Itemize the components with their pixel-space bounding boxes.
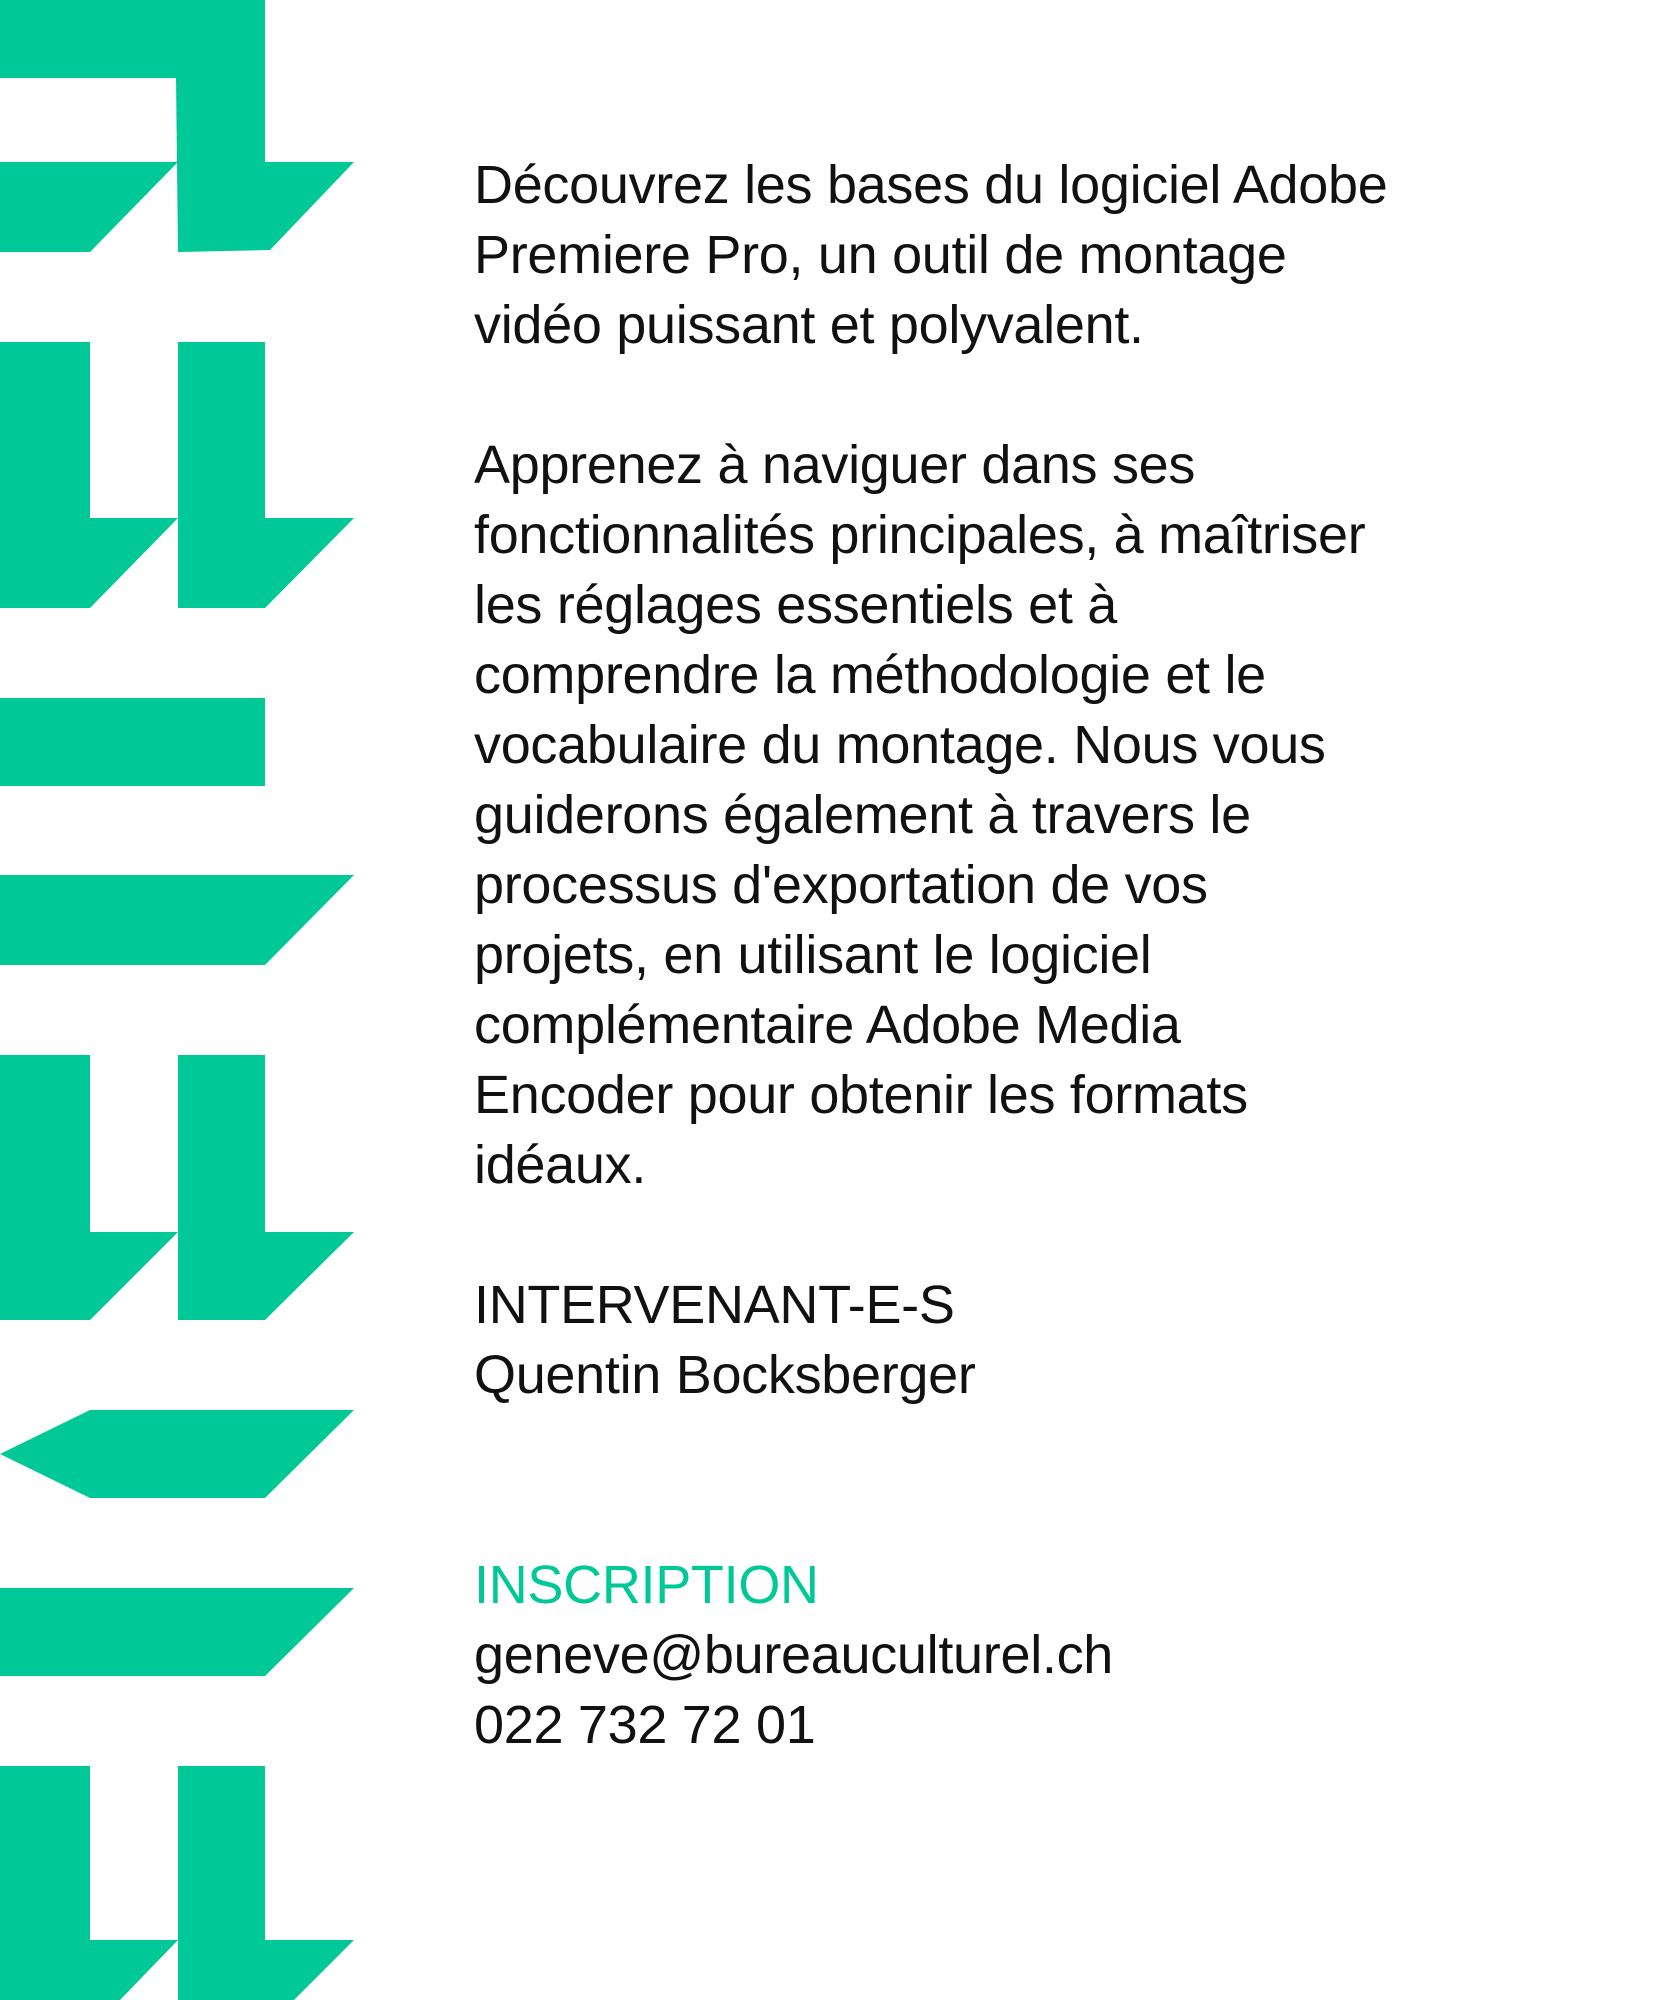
deco-shape <box>0 1410 354 1498</box>
description-line: complémentaire Adobe Media <box>474 995 1181 1055</box>
deco-shape <box>0 162 178 252</box>
description-line: Apprenez à naviguer dans ses <box>474 435 1196 495</box>
registration-heading: INSCRIPTION <box>474 1555 819 1615</box>
deco-shape <box>0 342 178 608</box>
description-line: Encoder pour obtenir les formats <box>474 1065 1248 1125</box>
deco-shape <box>0 875 354 965</box>
deco-shape <box>0 1588 354 1676</box>
description-line: les réglages essentiels et à <box>474 575 1117 635</box>
intro-paragraph <box>474 150 1634 360</box>
intro-line: Découvrez les bases du logiciel Adobe <box>474 155 1388 215</box>
deco-shape <box>178 1766 354 2000</box>
intro-line: vidéo puissant et polyvalent. <box>474 295 1144 355</box>
description-line: comprendre la méthodologie et le <box>474 645 1266 705</box>
deco-shape <box>0 698 265 786</box>
registration-email: geneve@bureauculturel.ch <box>474 1625 1114 1685</box>
deco-shape <box>178 1055 354 1320</box>
description-line: guiderons également à travers le <box>474 785 1251 845</box>
description-line: projets, en utilisant le logiciel <box>474 925 1152 985</box>
speaker-name: Quentin Bocksberger <box>474 1345 976 1405</box>
description-paragraph <box>474 430 1634 1200</box>
description-line: processus d'exportation de vos <box>474 855 1208 915</box>
registration-section <box>474 1550 1634 1760</box>
speakers-section <box>474 1270 1634 1410</box>
deco-shape <box>0 1055 178 1320</box>
speakers-heading: INTERVENANT-E-S <box>474 1275 955 1335</box>
intro-line: Premiere Pro, un outil de montage <box>474 225 1287 285</box>
deco-shape <box>178 342 354 608</box>
deco-shape <box>0 1766 178 2000</box>
description-line: fonctionnalités principales, à maîtriser <box>474 505 1366 565</box>
decorative-logo-pattern <box>0 0 360 2000</box>
description-line: idéaux. <box>474 1135 647 1195</box>
description-line: vocabulaire du montage. Nous vous <box>474 715 1326 775</box>
event-description <box>474 150 1634 1760</box>
registration-phone: 022 732 72 01 <box>474 1695 816 1755</box>
